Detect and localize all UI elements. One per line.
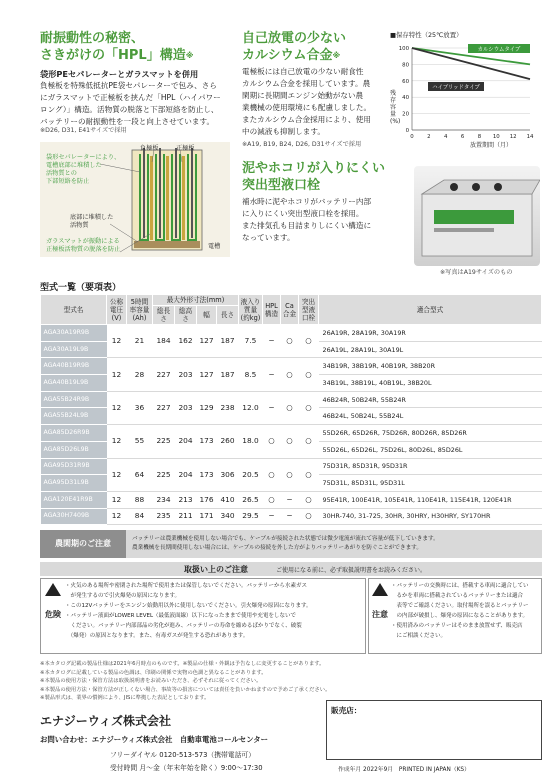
total-height-cell: 211 (175, 508, 197, 525)
handling-title: 取扱い上のご注意 (184, 565, 248, 574)
model-cell: AGA30H7409B (41, 508, 107, 525)
capacity-cell: 28 (127, 358, 153, 391)
danger-line: ください。バッテリー内部部品の劣化が進み、バッテリーの寿命を縮めるばかりでなく、破裂 (65, 623, 302, 629)
hpl-cell: ○ (263, 458, 281, 491)
farm-notice-line: 農業機械を長期間使用しない場合には、ケーブルの接続を外した方がよりバッテリーあがりを防ぐことができます。 (132, 545, 422, 551)
model-cell: AGA55B24L9B (41, 408, 107, 425)
section1-line: にガラスマットで正極板を挟んだ「HPL（ハイパワー (40, 93, 221, 102)
section3-heading-line2: 突出型液口栓 (242, 178, 321, 193)
section2-line: 電極板には自己放電の少ない耐食性 (242, 67, 364, 76)
th-model: 型式名 (41, 295, 107, 325)
section1-line: ロング）」構造。活物質の脱落と下部短絡を防止し、 (40, 105, 219, 114)
th-dimensions: 最大外形寸法(mm) (153, 295, 239, 306)
total-height-cell: 204 (175, 425, 197, 458)
danger-line: が発生するので引火爆発の原因になります。 (65, 593, 181, 599)
shop-label: 販売店： (331, 706, 362, 715)
chart-series-label: カルシウムタイプ (477, 47, 521, 53)
label-bag-separator (46, 154, 120, 186)
th-mass: 液入り質量(約kg) (239, 295, 263, 325)
contact-phone: フリーダイヤル 0120-513-573（携帯電話可） (110, 751, 255, 759)
section1-heading-line2: さきがけの「HPL」構造 (40, 48, 186, 63)
chart-ytick-label: 100 (398, 46, 409, 52)
total-height-cell: 213 (175, 491, 197, 508)
label-positive-plate: 正極板 (176, 145, 195, 152)
chart-plot (390, 30, 540, 150)
shop-box (326, 700, 542, 760)
caution-line: 表等でご確認ください。取付場所を誤るとバッテリー (391, 603, 529, 609)
capacity-cell: 55 (127, 425, 153, 458)
farm-notice-label: 農閑期のご注意 (40, 530, 126, 558)
voltage-cell: 12 (107, 491, 127, 508)
chart-ytick-label: 0 (405, 128, 409, 134)
section2-heading-mark: ※ (332, 51, 341, 60)
ca-cell: ○ (281, 358, 299, 391)
ca-cell: − (281, 491, 299, 508)
width-cell: 127 (197, 325, 217, 358)
chart-xtick-label: 0 (410, 134, 414, 140)
chart-ytick-label: 80 (402, 62, 409, 69)
small-note: ※本製品の使用方法・保管方法は取扱説明書をお読みいただき、必ずそれに従ってください。 (40, 678, 262, 684)
applicable-cell: 75D31R, 85D31R, 95D31R (319, 458, 542, 475)
plug-cell: ○ (299, 358, 319, 391)
th-total-height: 総高さ (175, 306, 197, 325)
ca-cell: − (281, 508, 299, 525)
caution-line: ・使用済みのバッテリーはそのまま放置せず、販売店 (391, 623, 523, 629)
table-row (41, 458, 542, 475)
width-cell: 127 (197, 358, 217, 391)
handling-subtitle: ご使用になる前に、必ず取扱説明書をお読みください。 (276, 567, 427, 574)
caution-line: ・バッテリーの交換時には、搭載する車両に適合してい (391, 583, 529, 589)
total-length-cell: 184 (153, 325, 175, 358)
length-cell: 340 (217, 508, 239, 525)
photo-note: ※写真はA19サイズのもの (440, 269, 513, 276)
chart-xtick-label: 12 (509, 134, 517, 140)
applicable-cell: 46B24L, 50B24L, 55B24L (319, 408, 542, 425)
total-length-cell: 225 (153, 425, 175, 458)
model-cell: AGA120E41R9B (41, 491, 107, 508)
voltage-cell: 12 (107, 325, 127, 358)
danger-line: ・火気のある場所や密閉された場所で使用または保管しないでください。バッテリーから水素ガス (65, 583, 308, 589)
handling-header (40, 562, 542, 576)
length-cell: 306 (217, 458, 239, 491)
th-width: 幅 (197, 306, 217, 325)
danger-items (65, 581, 312, 641)
th-capacity: 5時間率容量(Ah) (127, 295, 153, 325)
label-line: 下部短絡を防止 (46, 178, 90, 185)
ca-cell: ○ (281, 458, 299, 491)
model-cell: AGA95D31R9B (41, 458, 107, 475)
capacity-cell: 21 (127, 325, 153, 358)
mass-cell: 7.5 (239, 325, 263, 358)
small-note: ※本カタログ記載の製品仕様は2021年6月時点のものです。※製品の仕様・外観は予告なしに変更することがあります。 (40, 661, 325, 667)
section1-line: バッテリーの耐振動性を一段と向上させています。 (40, 117, 215, 126)
applicable-cell: 55D26R, 65D26R, 75D26R, 80D26R, 85D26R (319, 425, 542, 442)
chart-ytick-label: 60 (402, 78, 409, 85)
label-glass-mat (46, 238, 120, 254)
th-total-length: 総長さ (153, 306, 175, 325)
small-notes (40, 660, 542, 703)
voltage-cell: 12 (107, 425, 127, 458)
chart-xtick-label: 10 (492, 134, 500, 140)
section3-line: なっています。 (242, 233, 295, 242)
model-cell: AGA85D26L9B (41, 441, 107, 458)
ca-cell: ○ (281, 425, 299, 458)
section2-line: 中の減液も抑制します。 (242, 127, 325, 136)
section2-line: カルシウム合金を採用しています。農 (242, 79, 371, 88)
chart-title: ■保存特性（25℃放置） (390, 31, 463, 39)
applicable-cell: 75D31L, 85D31L, 95D31L (319, 475, 542, 492)
spec-table (40, 294, 542, 525)
section3-heading (242, 160, 385, 194)
section2-heading-line2: カルシウム合金 (242, 48, 333, 63)
th-ca: Ca合金 (281, 295, 299, 325)
battery-photo (414, 166, 540, 266)
farm-notice-text (132, 535, 439, 553)
chart-series-label: ハイブリッドタイプ (432, 85, 480, 91)
section3-heading-line1: 泥やホコリが入りにくい (242, 161, 386, 176)
width-cell: 171 (197, 508, 217, 525)
caution-line: の内部が破損し、爆発の原因になることがあります。 (391, 613, 529, 619)
length-cell: 187 (217, 325, 239, 358)
danger-line: ・この12Vバッテリーをエンジン始動用以外に使用しないでください。引火爆発の原因になります。 (65, 603, 312, 609)
mass-cell: 12.0 (239, 391, 263, 424)
farm-notice (40, 530, 542, 558)
total-height-cell: 203 (175, 358, 197, 391)
hpl-cell: − (263, 391, 281, 424)
plug-cell: ○ (299, 425, 319, 458)
applicable-cell: 26A19L, 28A19L, 30A19L (319, 341, 542, 358)
chart-xtick-label: 14 (526, 134, 534, 140)
length-cell: 410 (217, 491, 239, 508)
ca-cell: ○ (281, 325, 299, 358)
applicable-cell: 34B19R, 38B19R, 40B19R, 38B20R (319, 358, 542, 375)
width-cell: 173 (197, 458, 217, 491)
plug-cell: ○ (299, 458, 319, 491)
total-length-cell: 225 (153, 458, 175, 491)
capacity-cell: 88 (127, 491, 153, 508)
label-negative-plate: 負極板 (140, 145, 159, 152)
label-line: 袋形セパレーターにより、 (46, 154, 121, 161)
section2-line: 閑期に長期間エンジン始動がない農 (242, 91, 364, 100)
section3-line: また排気孔も目詰まりしにくい構造に (242, 221, 372, 230)
length-cell: 238 (217, 391, 239, 424)
total-height-cell: 162 (175, 325, 197, 358)
applicable-cell: 30HR-740, 31-725, 30HR, 30HRY, H30HRY, SY170HR (319, 508, 542, 525)
section3-line: に入りにくい突出型液口栓を採用。 (242, 209, 364, 218)
label-line: 電槽底部に堆積した (46, 162, 102, 169)
section2-heading-line1: 自己放電の少ない (242, 31, 347, 46)
hpl-cell: ○ (263, 425, 281, 458)
plug-cell: ○ (299, 391, 319, 424)
model-cell: AGA40B19L9B (41, 375, 107, 392)
table-row (41, 391, 542, 408)
small-note: ※製品形式は、業界の慣例により、JISに準拠した表記としております。 (40, 695, 210, 701)
storage-characteristics-chart (390, 30, 540, 150)
caution-items (391, 581, 529, 641)
total-length-cell: 227 (153, 358, 175, 391)
table-row (41, 508, 542, 525)
label-sediment (70, 214, 113, 230)
capacity-cell: 36 (127, 391, 153, 424)
hpl-structure-diagram (40, 142, 230, 257)
hpl-cell: − (263, 508, 281, 525)
section1-heading-line1: 耐振動性の秘密、 (40, 31, 145, 46)
label-line: ガラスマットが振動による (46, 238, 120, 245)
voltage-cell: 12 (107, 358, 127, 391)
section2-note: ※A19, B19, B24, D26, D31サイズで採用 (242, 141, 362, 148)
mass-cell: 18.0 (239, 425, 263, 458)
section1-heading (40, 30, 193, 64)
total-length-cell: 227 (153, 391, 175, 424)
model-cell: AGA30A19R9B (41, 325, 107, 342)
hpl-cell: − (263, 358, 281, 391)
total-height-cell: 203 (175, 391, 197, 424)
contact-hours: 受付時間 月〜金（年末年始を除く）9:00〜17:30 (110, 764, 263, 772)
th-voltage: 公称電圧(V) (107, 295, 127, 325)
section2-line: 業機械の使用環境にも配慮しました。 (242, 103, 372, 112)
farm-notice-line: バッテリーは農業機械を使用しない場合でも、ケーブルが接続された状態では微少電流が流れて容量が低下していきます。 (132, 536, 439, 542)
voltage-cell: 12 (107, 458, 127, 491)
total-height-cell: 204 (175, 458, 197, 491)
applicable-cell: 95E41R, 100E41R, 105E41R, 110E41R, 115E41R, 120E41R (319, 491, 542, 508)
capacity-cell: 84 (127, 508, 153, 525)
section1-lead: 袋形PEセパレーターとガラスマットを併用 (40, 69, 199, 79)
label-line: 活物質との (46, 170, 77, 177)
model-cell: AGA55B24R9B (41, 391, 107, 408)
th-length: 長さ (217, 306, 239, 325)
battery-photo-illustration (414, 166, 540, 266)
applicable-cell: 55D26L, 65D26L, 75D26L, 80D26L, 85D26L (319, 441, 542, 458)
plug-cell: ○ (299, 491, 319, 508)
width-cell: 173 (197, 425, 217, 458)
section1-heading-mark: ※ (185, 51, 194, 60)
warning-icon (45, 583, 61, 596)
model-cell: AGA95D31L9B (41, 475, 107, 492)
chart-ylabel: 残存容量 (%) (390, 90, 401, 125)
model-cell: AGA30A19L9B (41, 341, 107, 358)
table-row (41, 325, 542, 342)
model-cell: AGA85D26R9B (41, 425, 107, 442)
caution-box (368, 578, 542, 654)
danger-line: ・バッテリー液面がLOWER LEVEL（最低液面線）以下になったままで使用や充電をしないで (65, 613, 297, 619)
ca-cell: ○ (281, 391, 299, 424)
danger-box (40, 578, 366, 654)
caution-line: るかを車両に搭載されているバッテリーまたは適合 (391, 593, 524, 599)
section1-body (40, 68, 240, 128)
applicable-cell: 46B24R, 50B24R, 55B24R (319, 391, 542, 408)
mass-cell: 20.5 (239, 458, 263, 491)
capacity-cell: 64 (127, 458, 153, 491)
hpl-cell: ○ (263, 491, 281, 508)
section1-line: 負極板を特殊低抵抗PE袋セパレーターで包み、さら (40, 81, 217, 90)
plug-cell: ○ (299, 508, 319, 525)
section2-line: またカルシウム合金採用により、使用 (242, 115, 371, 124)
th-applicable: 適合型式 (319, 295, 542, 325)
model-cell: AGA40B19R9B (41, 358, 107, 375)
company-name: エナジーウィズ株式会社 (40, 714, 172, 728)
table-row (41, 425, 542, 442)
length-cell: 187 (217, 358, 239, 391)
small-note: ※本カタログに記載している製品の色調は、印刷の関係で実物の色調と異なることがあります。 (40, 669, 267, 676)
footer-print-info: 作成年月 2022年9月 PRINTED IN JAPAN（KS） (338, 767, 470, 773)
chart-ytick-label: 40 (402, 95, 409, 102)
table-row (41, 358, 542, 375)
applicable-cell: 34B19L, 38B19L, 40B19L, 38B20L (319, 375, 542, 392)
label-line: 正極板活物質の脱落を防止 (46, 246, 121, 253)
label-line: 底部に堆積した (70, 214, 114, 221)
chart-xtick-label: 4 (443, 134, 448, 140)
chart-xtick-label: 8 (477, 134, 482, 140)
danger-label: 危険 (45, 610, 61, 619)
total-length-cell: 235 (153, 508, 175, 525)
th-plug: 突出型液口栓 (299, 295, 319, 325)
section2-heading (242, 30, 346, 64)
width-cell: 176 (197, 491, 217, 508)
chart-xtick-label: 6 (460, 134, 465, 140)
length-cell: 260 (217, 425, 239, 458)
voltage-cell: 12 (107, 508, 127, 525)
plug-cell: ○ (299, 325, 319, 358)
caution-label: 注意 (372, 610, 388, 619)
section3-body (242, 196, 412, 244)
contact-title: お問い合わせ：エナジーウィズ株式会社 自動車電池コールセンター (40, 735, 269, 744)
label-container: 電槽 (208, 243, 221, 250)
section3-line: 補水時に泥やホコリがバッテリー内部 (242, 197, 372, 206)
table-row (41, 491, 542, 508)
mass-cell: 8.5 (239, 358, 263, 391)
total-length-cell: 234 (153, 491, 175, 508)
caution-icon (372, 583, 388, 596)
hpl-cell: − (263, 325, 281, 358)
voltage-cell: 12 (107, 391, 127, 424)
caution-line: にご相談ください。 (391, 633, 447, 639)
section1-note: ※D26, D31, E41サイズで採用 (40, 127, 127, 134)
mass-cell: 26.5 (239, 491, 263, 508)
small-note: ※本製品の使用方法・保管方法が正しくない場合、事故等の損害については責任を負いかねますので予めご了承ください。 (40, 686, 331, 693)
applicable-cell: 26A19R, 28A19R, 30A19R (319, 325, 542, 342)
chart-xlabel: 放置期間（月） (470, 142, 513, 149)
label-line: 活物質 (70, 222, 89, 229)
section2-body (242, 66, 392, 138)
width-cell: 129 (197, 391, 217, 424)
chart-xtick-label: 2 (427, 134, 431, 140)
spec-table-title: 型式一覧（要項表） (40, 283, 122, 293)
mass-cell: 29.5 (239, 508, 263, 525)
chart-ytick-label: 20 (402, 111, 409, 118)
danger-line: （爆発）の原因となります。また、有毒ガスが発生する恐れがあります。 (65, 633, 249, 639)
th-hpl: HPL構造 (263, 295, 281, 325)
